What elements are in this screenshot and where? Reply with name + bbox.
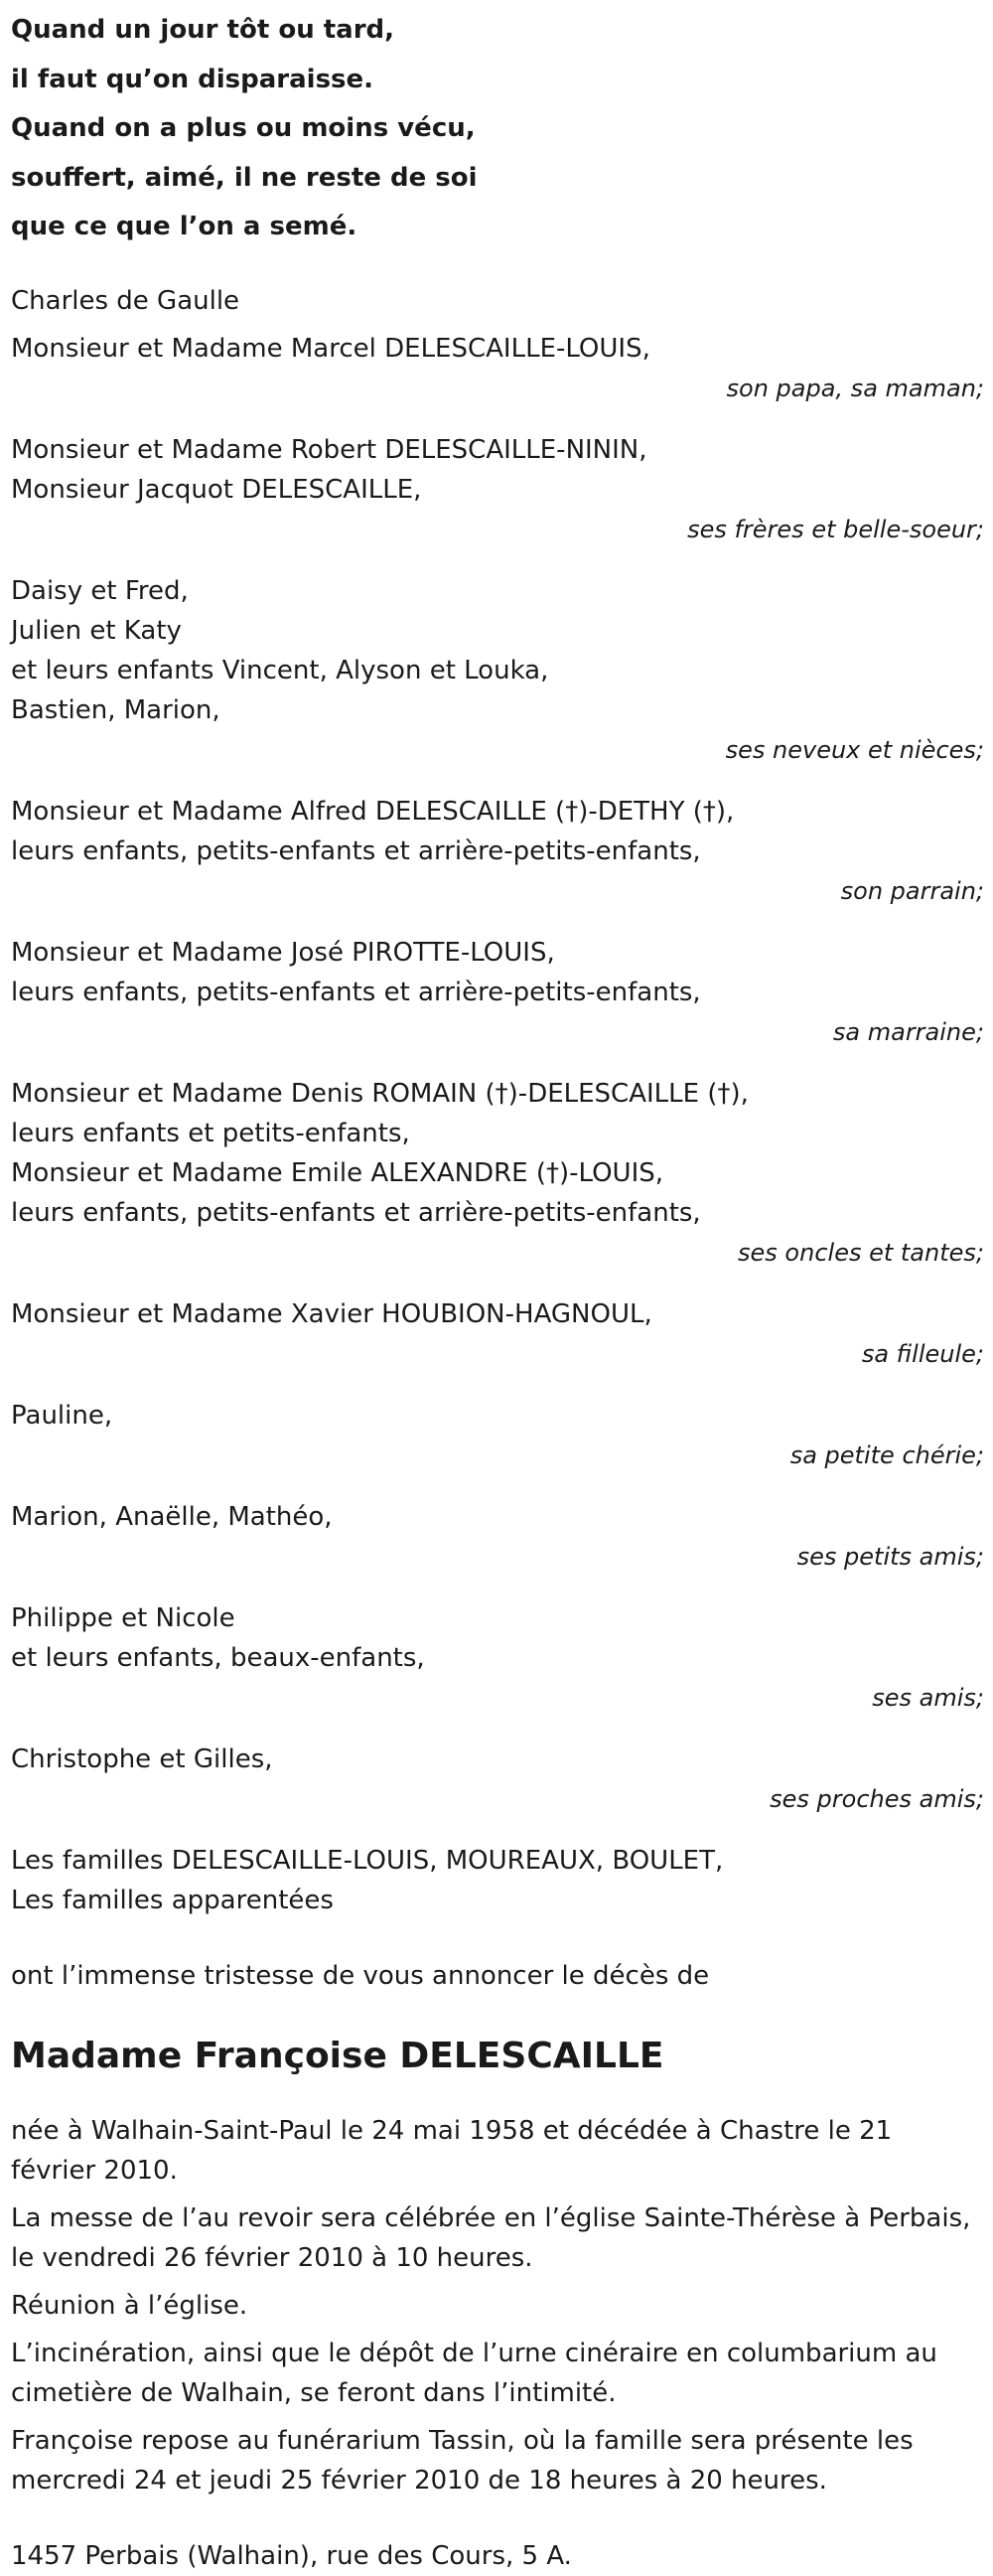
family-names: Monsieur et Madame Alfred DELESCAILLE (†)-DETHY (†), <box>11 797 735 827</box>
poem-line: Quand un jour tôt ou tard, <box>11 15 395 45</box>
announcement-body <box>11 281 984 2576</box>
poem-line: Quand on a plus ou moins vécu, <box>11 113 476 143</box>
family-address: 1457 Perbais (Walhain), rue des Cours, 5 A. <box>11 2541 572 2571</box>
poem-author: Charles de Gaulle <box>11 286 240 316</box>
family-group <box>11 1598 984 1718</box>
poem-line: que ce que l’on a semé. <box>11 212 357 241</box>
family-names: Philippe et Nicole <box>11 1603 235 1633</box>
detail-paragraph: Réunion à l’église. <box>11 2291 248 2321</box>
family-role: sa filleule; <box>861 1340 984 1368</box>
family-names: et leurs enfants, beaux-enfants, <box>11 1643 425 1673</box>
detail-paragraph: L’incinération, ainsi que le dépôt de l’urne cinéraire en columbarium au cimetière de Walhain, se feront dans l’intimité. <box>11 2339 937 2408</box>
family-role: son parrain; <box>840 877 984 905</box>
family-names: Monsieur et Madame José PIROTTE-LOUIS, <box>11 938 555 968</box>
family-names: Monsieur et Madame Xavier HOUBION-HAGNOUL, <box>11 1299 652 1329</box>
family-names: Monsieur et Madame Robert DELESCAILLE-NININ, <box>11 435 647 465</box>
detail-paragraph: La messe de l’au revoir sera célébrée en l’église Sainte-Thérèse à Perbais, le vendredi 26 février 2010 à 10 heures. <box>11 2203 971 2273</box>
family-names: Pauline, <box>11 1401 113 1431</box>
family-group <box>11 430 984 549</box>
poem-line: il faut qu’on disparaisse. <box>11 64 374 94</box>
family-group <box>11 933 984 1052</box>
family-group <box>11 329 984 408</box>
detail-paragraph: née à Walhain-Saint-Paul le 24 mai 1958 et décédée à Chastre le 21 février 2010. <box>11 2116 893 2186</box>
family-role: ses neveux et nièces; <box>725 736 984 764</box>
family-group <box>11 1074 984 1273</box>
family-names: Bastien, Marion, <box>11 695 220 725</box>
family-role: sa petite chérie; <box>789 1441 984 1469</box>
family-group <box>11 571 984 770</box>
announcement-text: ont l’immense tristesse de vous annoncer le décès de <box>11 1961 710 1991</box>
family-names: leurs enfants, petits-enfants et arrière-petits-enfants, <box>11 1198 701 1228</box>
family-names: Monsieur Jacquot DELESCAILLE, <box>11 475 422 505</box>
family-names: Monsieur et Madame Emile ALEXANDRE (†)-LOUIS, <box>11 1158 664 1188</box>
family-names: Les familles DELESCAILLE-LOUIS, MOUREAUX, BOULET, <box>11 1846 724 1876</box>
family-names: et leurs enfants Vincent, Alyson et Louka, <box>11 656 549 685</box>
family-names: Monsieur et Madame Marcel DELESCAILLE-LOUIS, <box>11 334 650 364</box>
family-names: Marion, Anaëlle, Mathéo, <box>11 1502 333 1532</box>
family-names: Daisy et Fred, <box>11 576 189 606</box>
family-group <box>11 792 984 911</box>
family-names: Monsieur et Madame Denis ROMAIN (†)-DELESCAILLE (†), <box>11 1079 749 1109</box>
family-names: Christophe et Gilles, <box>11 1744 273 1774</box>
family-names: Les familles apparentées <box>11 1886 334 1915</box>
family-group <box>11 1497 984 1577</box>
family-role: ses amis; <box>872 1684 984 1712</box>
family-role: ses frères et belle-soeur; <box>687 516 984 543</box>
family-role: ses petits amis; <box>796 1543 984 1571</box>
poem-quote <box>11 6 478 252</box>
deceased-name: Madame Françoise DELESCAILLE <box>11 2036 664 2076</box>
family-names: Julien et Katy <box>11 616 182 646</box>
poem-line: souffert, aimé, il ne reste de soi <box>11 162 478 193</box>
family-role: son papa, sa maman; <box>726 375 984 402</box>
families-list <box>11 1841 984 1920</box>
family-role: ses oncles et tantes; <box>738 1239 984 1267</box>
family-role: ses proches amis; <box>770 1785 984 1813</box>
family-names: leurs enfants, petits-enfants et arrière-petits-enfants, <box>11 978 701 1007</box>
family-role: sa marraine; <box>832 1018 984 1046</box>
family-names: leurs enfants, petits-enfants et arrière-petits-enfants, <box>11 836 701 866</box>
family-group <box>11 1740 984 1819</box>
family-group <box>11 1396 984 1475</box>
detail-paragraph: Françoise repose au funérarium Tassin, où la famille sera présente les mercredi 24 et jeudi 25 février 2010 de 18 heures à 20 heures. <box>11 2426 914 2496</box>
family-group <box>11 1294 984 1374</box>
family-names: leurs enfants et petits-enfants, <box>11 1119 410 1148</box>
